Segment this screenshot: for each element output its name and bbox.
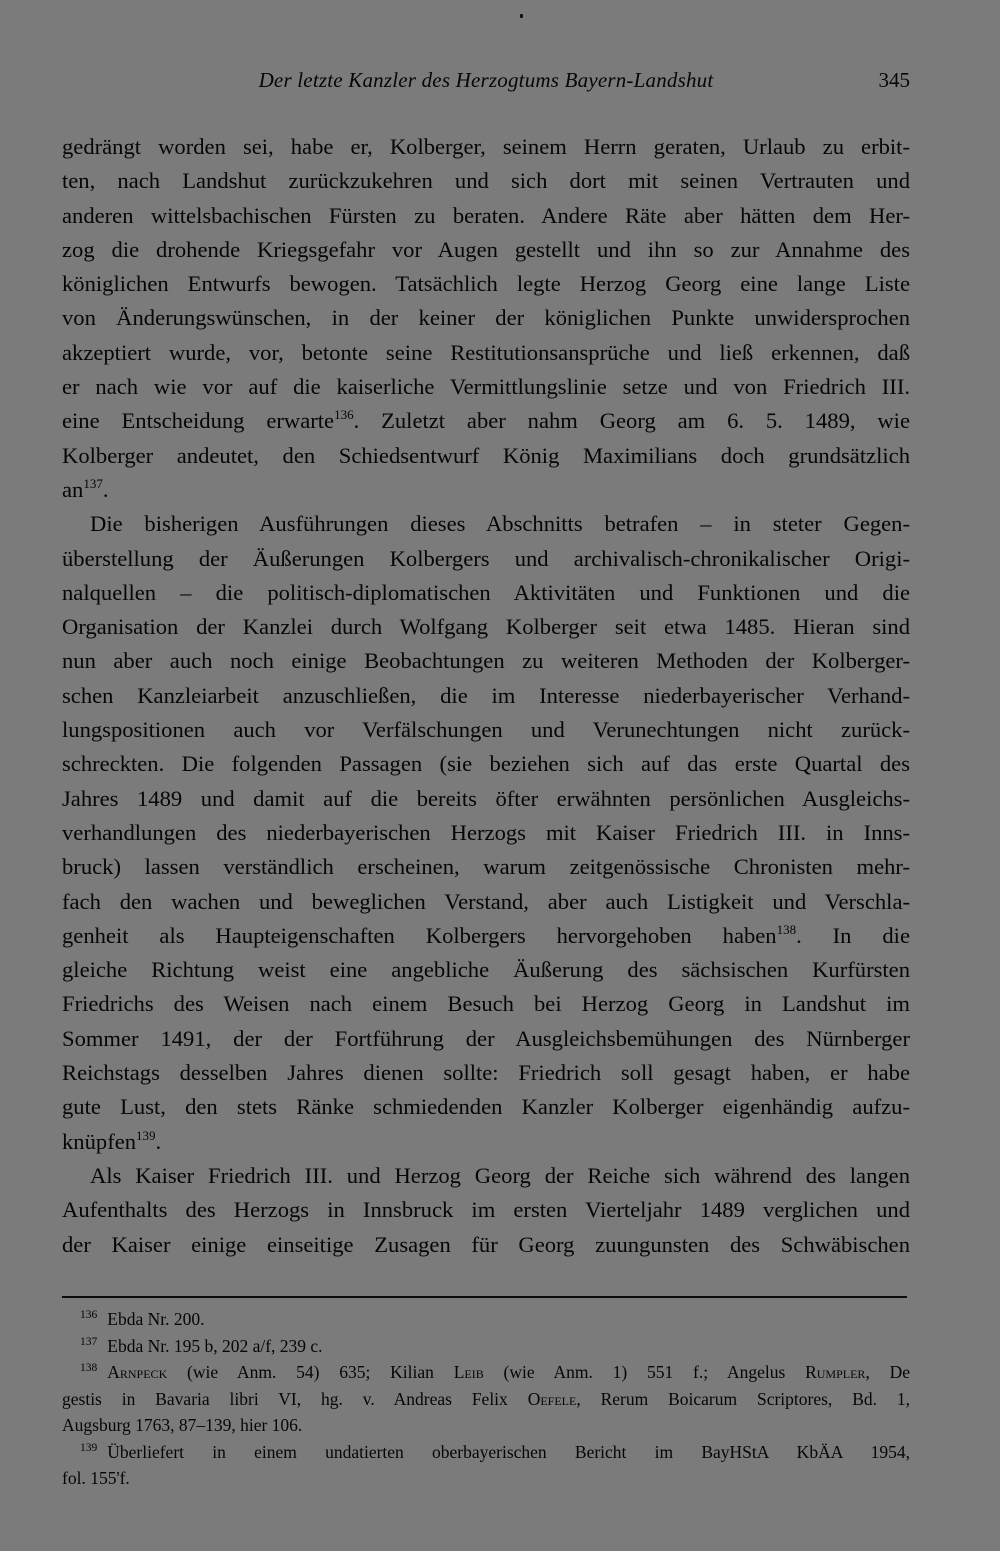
text-line bbox=[62, 301, 910, 335]
text-line-continuation: . bbox=[102, 476, 109, 502]
text-line-content: ten, nach Landshut zurückzukehren und sich dort mit seinen Vertrauten und bbox=[62, 168, 910, 194]
text-line bbox=[62, 644, 910, 678]
text-line-content: Als Kaiser Friedrich III. und Herzog Georg der Reiche sich während des langen bbox=[90, 1162, 910, 1188]
running-title: Der letzte Kanzler des Herzogtums Bayern-Landshut bbox=[258, 68, 714, 92]
text-line-content: von Änderungswünschen, in der keiner der königlichen Punkte unwidersprochen bbox=[62, 305, 910, 331]
text-line bbox=[62, 473, 910, 507]
text-line bbox=[62, 130, 910, 164]
author-name: Leib bbox=[453, 1362, 484, 1382]
footnote-line bbox=[62, 1412, 910, 1439]
text-line-content: verhandlungen des niederbayerischen Herzogs mit Kaiser Friedrich III. in Inns- bbox=[62, 819, 910, 845]
author-name: Oefele bbox=[527, 1388, 577, 1409]
print-speck bbox=[520, 14, 523, 18]
page-header bbox=[62, 68, 910, 100]
text-line-content: Aufenthalts des Herzogs in Innsbruck im ersten Vierteljahr 1489 verglichen und bbox=[62, 1197, 910, 1223]
text-line bbox=[62, 953, 910, 987]
text-line-content: schen Kanzleiarbeit anzuschließen, die im Interesse niederbayerischer Verhand- bbox=[62, 682, 910, 708]
text-line bbox=[62, 164, 910, 198]
text-line-content: Friedrichs des Weisen nach einem Besuch bei Herzog Georg in Landshut im bbox=[62, 991, 910, 1017]
text-line bbox=[62, 199, 910, 233]
text-line-content: lungspositionen auch vor Verfälschungen und Verunechtungen nicht zurück- bbox=[62, 717, 910, 743]
footnote-number: 136 bbox=[80, 1309, 98, 1321]
footnote-text: Ebda Nr. 200. bbox=[107, 1309, 205, 1329]
text-line bbox=[62, 1193, 910, 1227]
footnote-text: Ebda Nr. 195 b, 202 a/f, 239 c. bbox=[107, 1335, 323, 1356]
text-line bbox=[62, 987, 910, 1021]
text-line bbox=[62, 816, 910, 850]
text-line bbox=[62, 507, 910, 541]
text-line-content: gute Lust, den stets Ränke schmiedenden Kanzler Kolberger eigenhändig aufzu- bbox=[62, 1094, 910, 1120]
text-line-content: er nach wie vor auf die kaiserliche Vermittlungslinie setze und von Friedrich III. bbox=[62, 374, 910, 400]
text-line-content: Sommer 1491, der der Fortführung der Ausgleichsbemühungen des Nürnberger bbox=[62, 1025, 910, 1051]
footnote bbox=[62, 1439, 910, 1492]
text-line-content: knüpfen bbox=[62, 1128, 137, 1154]
text-line-content: eine Entscheidung erwarte bbox=[62, 408, 335, 434]
text-line-content: gedrängt worden sei, habe er, Kolberger, seinem Herrn geraten, Urlaub zu erbit- bbox=[62, 134, 910, 159]
footnote-reference: 136 bbox=[334, 407, 354, 423]
footnote bbox=[62, 1333, 910, 1360]
text-line-continuation: . Zuletzt aber nahm Georg am 6. 5. 1489, wie bbox=[353, 408, 910, 434]
footnote-line bbox=[62, 1359, 910, 1386]
footnote-text: Überliefert in einem undatierten oberbayerischen Bericht im BayHStA KbÄA 1954, bbox=[107, 1441, 910, 1462]
text-line-content: anderen wittelsbachischen Fürsten zu beraten. Andere Räte aber hätten dem Her- bbox=[62, 202, 910, 228]
text-line-content: genheit als Haupteigenschaften Kolbergers hervorgehoben haben bbox=[62, 922, 777, 948]
footnote-number: 137 bbox=[80, 1335, 98, 1348]
text-line bbox=[62, 1090, 910, 1124]
text-line-content: Die bisherigen Ausführungen dieses Abschnitts betrafen – in steter Gegen- bbox=[90, 511, 910, 537]
footnote-number: 138 bbox=[80, 1362, 98, 1374]
author-name: Rumpler bbox=[805, 1362, 866, 1382]
text-line bbox=[62, 1125, 910, 1159]
text-line-content: an bbox=[62, 476, 84, 502]
text-line bbox=[62, 885, 910, 919]
text-line-content: fach den wachen und beweglichen Verstand, aber auch Listigkeit und Verschla- bbox=[62, 888, 910, 914]
text-line bbox=[62, 1022, 910, 1056]
page-number: 345 bbox=[878, 68, 910, 92]
text-line-content: Kolberger andeutet, den Schiedsentwurf König Maximilians doch grundsätzlich bbox=[62, 442, 910, 468]
footnote-line bbox=[62, 1386, 910, 1413]
text-line-content: überstellung der Äußerungen Kolbergers und archivalisch-chronikalischer Origi- bbox=[62, 545, 910, 571]
text-line-continuation: . bbox=[155, 1128, 162, 1154]
text-line bbox=[62, 439, 910, 473]
text-line bbox=[62, 1228, 910, 1262]
text-line-content: gleiche Richtung weist eine angebliche Äußerung des sächsischen Kurfürsten bbox=[62, 957, 910, 983]
text-line-content: nun aber auch noch einige Beobachtungen zu weiteren Methoden der Kolberger- bbox=[62, 648, 910, 674]
footnote-number: 139 bbox=[80, 1441, 98, 1454]
text-line-content: nalquellen – die politisch-diplomatischen Aktivitäten und Funktionen und die bbox=[62, 579, 910, 605]
text-line-content: Reichstags desselben Jahres dienen sollte: Friedrich soll gesagt haben, er habe bbox=[62, 1060, 910, 1086]
footnote-text: Augsburg 1763, 87–139, hier 106. bbox=[62, 1415, 303, 1435]
footnote bbox=[62, 1359, 910, 1439]
text-line bbox=[62, 713, 910, 747]
body-text bbox=[62, 130, 910, 1262]
text-line bbox=[62, 919, 910, 953]
text-line bbox=[62, 542, 910, 576]
footnote-text: Arnpeck (wie Anm. 54) 635; Kilian Leib (wie Anm. 1) 551 f.; Angelus Rumpler, De bbox=[107, 1362, 911, 1382]
text-line bbox=[62, 370, 910, 404]
footnote-reference: 138 bbox=[776, 921, 797, 937]
text-line-content: akzeptiert wurde, vor, betonte seine Restitutionsansprüche und ließ erkennen, daß bbox=[62, 339, 910, 365]
text-line bbox=[62, 233, 910, 267]
footnote-separator bbox=[62, 1296, 907, 1298]
text-line bbox=[62, 576, 910, 610]
text-line-content: bruck) lassen verständlich erscheinen, warum zeitgenössische Chronisten mehr- bbox=[62, 854, 910, 880]
footnotes bbox=[62, 1306, 910, 1492]
footnote-reference: 137 bbox=[83, 475, 103, 491]
text-line-content: schreckten. Die folgenden Passagen (sie beziehen sich auf das erste Quartal des bbox=[62, 751, 910, 777]
text-line bbox=[62, 850, 910, 884]
text-line bbox=[62, 679, 910, 713]
footnote-line bbox=[62, 1333, 910, 1360]
footnote bbox=[62, 1306, 910, 1333]
footnote-line bbox=[62, 1306, 910, 1333]
text-line bbox=[62, 610, 910, 644]
text-line-continuation: . In die bbox=[796, 922, 910, 948]
footnote-line bbox=[62, 1439, 910, 1466]
text-line-content: königlichen Entwurfs bewogen. Tatsächlich legte Herzog Georg eine lange Liste bbox=[62, 271, 910, 297]
text-line bbox=[62, 267, 910, 301]
footnote-line bbox=[62, 1465, 910, 1492]
footnote-text: gestis in Bavaria libri VI, hg. v. Andreas Felix Oefele, Rerum Boicarum Scriptores, Bd. 1, bbox=[62, 1388, 910, 1409]
text-line-content: Jahres 1489 und damit auf die bereits öfter erwähnten persönlichen Ausgleichs- bbox=[62, 785, 910, 811]
text-line-content: der Kaiser einige einseitige Zusagen für Georg zuungunsten des Schwäbischen bbox=[62, 1231, 910, 1257]
text-line-content: Organisation der Kanzlei durch Wolfgang Kolberger seit etwa 1485. Hieran sind bbox=[62, 614, 910, 640]
text-line bbox=[62, 1056, 910, 1090]
text-line bbox=[62, 404, 910, 438]
text-line bbox=[62, 782, 910, 816]
text-line bbox=[62, 336, 910, 370]
text-line-content: zog die drohende Kriegsgefahr vor Augen gestellt und ihn so zur Annahme des bbox=[62, 236, 910, 262]
author-name: Arnpeck bbox=[107, 1362, 168, 1382]
footnote-text: fol. 155'f. bbox=[62, 1468, 130, 1488]
text-line bbox=[62, 747, 910, 781]
text-line bbox=[62, 1159, 910, 1193]
footnote-reference: 139 bbox=[136, 1127, 156, 1143]
